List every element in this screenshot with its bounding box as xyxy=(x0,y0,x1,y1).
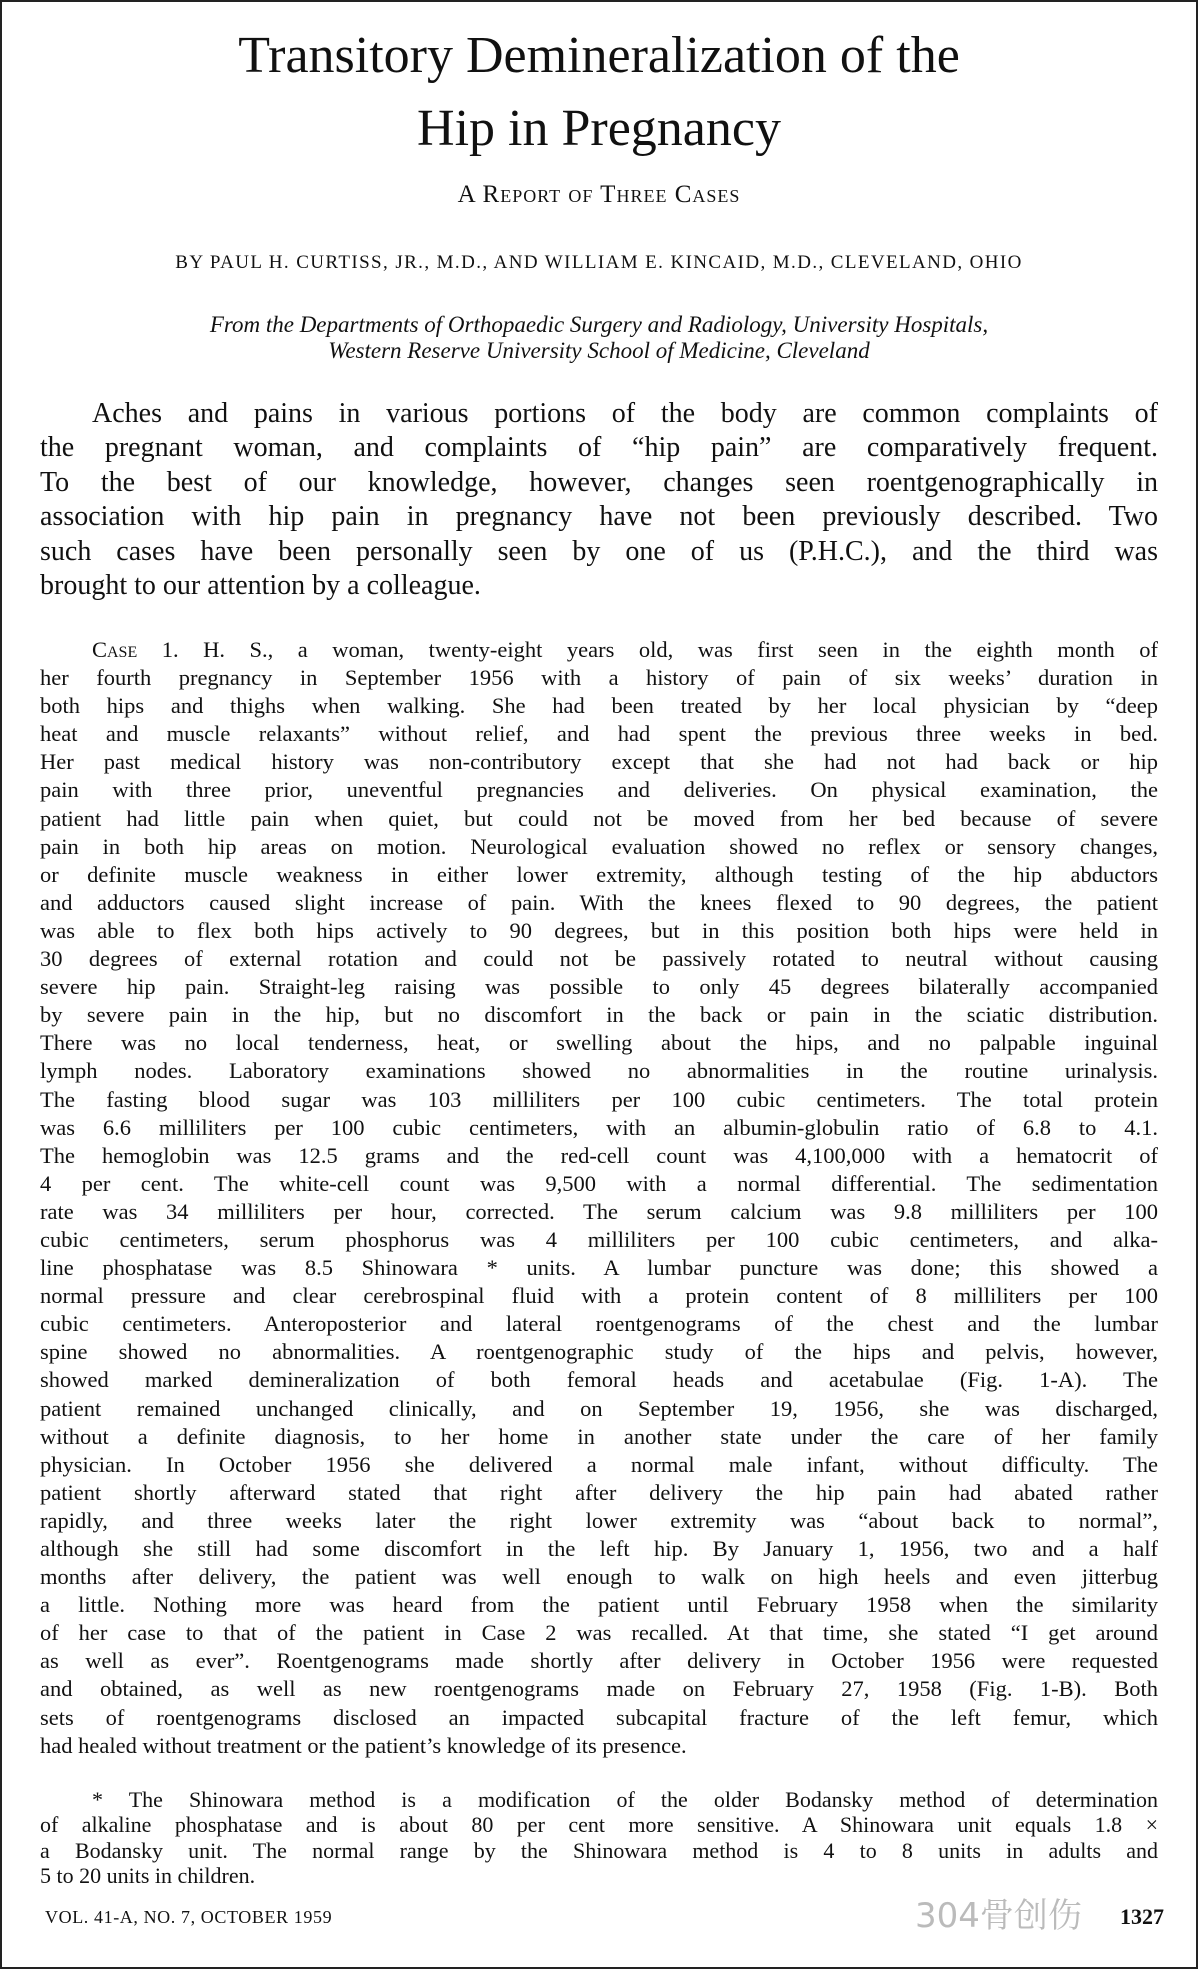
case-line xyxy=(40,917,1158,945)
case-label: Case xyxy=(92,637,138,662)
case-line xyxy=(40,1732,1158,1760)
line-text: showed marked demineralization of both femoral heads and acetabulae (Fig. 1-A). The xyxy=(40,1367,1158,1393)
line-text: and adductors caused slight increase of pain. With the knees flexed to 90 degrees, the patient xyxy=(40,889,1158,915)
case-line xyxy=(40,1704,1158,1732)
line-text: The fasting blood sugar was 103 milliliters per 100 cubic centimeters. The total protein xyxy=(40,1086,1158,1112)
line-text: months after delivery, the patient was well enough to walk on high heels and even jitterbug xyxy=(40,1564,1158,1590)
line-text: To the best of our knowledge, however, changes seen roentgenographically in xyxy=(40,466,1158,498)
line-text: 5 to 20 units in children. xyxy=(40,1862,256,1888)
case-line xyxy=(40,1086,1158,1114)
line-text: rapidly, and three weeks later the right lower extremity was “about back to normal”, xyxy=(40,1507,1158,1533)
line-text: or definite muscle weakness in either lower extremity, although testing of the hip abductors xyxy=(40,861,1158,887)
case-line xyxy=(40,1001,1158,1029)
line-text: Aches and pains in various portions of the body are common complaints of xyxy=(92,398,1158,429)
intro-line xyxy=(40,535,1158,569)
line-text: of alkaline phosphatase and is about 80 per cent more sensitive. A Shinowara unit equals 1.8 × xyxy=(40,1812,1158,1838)
case-line xyxy=(40,1254,1158,1282)
author-line: BY PAUL H. CURTISS, JR., M.D., AND WILLIAM E. KINCAID, M.D., CLEVELAND, OHIO xyxy=(175,252,1023,273)
case-line xyxy=(40,1282,1158,1310)
line-text: spine showed no abnormalities. A roentgenographic study of the hips and pelvis, however, xyxy=(40,1339,1158,1365)
line-text: and obtained, as well as new roentgenograms made on February 27, 1958 (Fig. 1-B). Both xyxy=(40,1676,1158,1702)
intro-paragraph xyxy=(40,397,1158,603)
line-text: without a definite diagnosis, to her home in another state under the care of her family xyxy=(40,1423,1158,1449)
intro-line xyxy=(40,500,1158,534)
line-text: had healed without treatment or the patient’s knowledge of its presence. xyxy=(40,1732,687,1758)
case-line xyxy=(40,1423,1158,1451)
line-text: cubic centimeters, serum phosphorus was 4 milliliters per 100 cubic centimeters, and alka- xyxy=(40,1226,1158,1252)
case-line xyxy=(40,1647,1158,1675)
line-text: * The Shinowara method is a modification of the older Bodansky method of determination xyxy=(92,1787,1158,1812)
intro-line xyxy=(40,431,1158,465)
case-line xyxy=(40,945,1158,973)
journal-citation: VOL. 41-A, NO. 7, OCTOBER 1959 xyxy=(45,1907,333,1927)
footnote-line xyxy=(40,1838,1158,1863)
case-line xyxy=(40,1057,1158,1085)
line-text: a little. Nothing more was heard from the patient until February 1958 when the similarity xyxy=(40,1592,1158,1618)
line-text: association with hip pain in pregnancy have not been previously described. Two xyxy=(40,501,1158,533)
line-text: lymph nodes. Laboratory examinations showed no abnormalities in the routine urinalysis. xyxy=(40,1058,1158,1084)
case-line xyxy=(40,833,1158,861)
line-text: was 6.6 milliliters per 100 cubic centimeters, with an albumin-globulin ratio of 6.8 to 4.1. xyxy=(40,1114,1158,1140)
case-line xyxy=(40,1479,1158,1507)
line-text: physician. In October 1956 she delivered a normal male infant, without difficulty. The xyxy=(40,1451,1158,1477)
article-title-line-1: Transitory Demineralization of the xyxy=(238,27,960,84)
line-text: her fourth pregnancy in September 1956 with a history of pain of six weeks’ duration in xyxy=(40,665,1158,691)
case-1-paragraph xyxy=(40,636,1158,1760)
case-line xyxy=(40,1395,1158,1423)
case-line xyxy=(40,1142,1158,1170)
line-text: There was no local tenderness, heat, or swelling about the hips, and no palpable inguinal xyxy=(40,1030,1158,1056)
line-text: although she still had some discomfort in the left hip. By January 1, 1956, two and a half xyxy=(40,1536,1158,1561)
intro-line xyxy=(40,569,1158,603)
line-text: a Bodansky unit. The normal range by the Shinowara method is 4 to 8 units in adults and xyxy=(40,1837,1158,1863)
line-text: cubic centimeters. Anteroposterior and lateral roentgenograms of the chest and the lumbar xyxy=(40,1311,1158,1337)
line-text: such cases have been personally seen by one of us (P.H.C.), and the third was xyxy=(40,535,1158,567)
line-text: normal pressure and clear cerebrospinal fluid with a protein content of 8 milliliters per 100 xyxy=(40,1283,1158,1309)
footnote-line xyxy=(40,1787,1158,1812)
case-line xyxy=(40,1338,1158,1366)
line-text: rate was 34 milliliters per hour, corrected. The serum calcium was 9.8 milliliters per 100 xyxy=(40,1198,1158,1224)
intro-line xyxy=(40,397,1158,431)
case-line xyxy=(40,636,1158,664)
line-text: 30 degrees of external rotation and could not be passively rotated to neutral without causing xyxy=(40,946,1158,972)
case-line xyxy=(40,889,1158,917)
line-text: pain in both hip areas on motion. Neurological evaluation showed no reflex or sensory changes, xyxy=(40,833,1158,859)
case-line xyxy=(40,1366,1158,1394)
line-text: line phosphatase was 8.5 Shinowara * units. A lumbar puncture was done; this showed a xyxy=(40,1255,1158,1281)
case-line xyxy=(40,776,1158,804)
watermark-logo: 304骨创伤 xyxy=(915,1896,1082,1936)
case-line xyxy=(40,720,1158,748)
case-line xyxy=(40,973,1158,1001)
line-text: both hips and thighs when walking. She had been treated by her local physician by “deep xyxy=(40,693,1158,719)
footnote xyxy=(40,1787,1158,1888)
line-text: severe hip pain. Straight-leg raising was possible to only 45 degrees bilaterally accompanied xyxy=(40,974,1158,1000)
line-text: of her case to that of the patient in Case 2 was recalled. At that time, she stated “I get around xyxy=(40,1620,1158,1646)
case-line xyxy=(40,1114,1158,1142)
line-text: 1. H. S., a woman, twenty-eight years old, was first seen in the eighth month of xyxy=(161,637,1158,662)
footnote-line xyxy=(40,1812,1158,1837)
page-number: 1327 xyxy=(1120,1904,1164,1929)
article-subtitle: A Report of Three Cases xyxy=(457,181,741,208)
affiliation-line-1: From the Departments of Orthopaedic Surgery and Radiology, University Hospitals, xyxy=(209,312,989,337)
case-line xyxy=(40,1535,1158,1563)
line-text: sets of roentgenograms disclosed an impacted subcapital fracture of the left femur, which xyxy=(40,1704,1158,1730)
case-line xyxy=(40,1591,1158,1619)
line-text: was able to flex both hips actively to 90 degrees, but in this position both hips were held in xyxy=(40,917,1158,943)
line-text: patient remained unchanged clinically, and on September 19, 1956, she was discharged, xyxy=(40,1395,1158,1421)
line-text: brought to our attention by a colleague. xyxy=(40,570,481,602)
line-text: by severe pain in the hip, but no discomfort in the back or pain in the sciatic distribution. xyxy=(40,1002,1158,1028)
line-text: The hemoglobin was 12.5 grams and the red-cell count was 4,100,000 with a hematocrit of xyxy=(40,1142,1158,1168)
line-text: the pregnant woman, and complaints of “hip pain” are comparatively frequent. xyxy=(40,432,1158,464)
footnote-line xyxy=(40,1863,1158,1888)
case-line xyxy=(40,1198,1158,1226)
line-text: heat and muscle relaxants” without relief, and had spent the previous three weeks in bed. xyxy=(40,721,1158,747)
line-text: patient had little pain when quiet, but could not be moved from her bed because of severe xyxy=(40,805,1158,831)
line-text: Her past medical history was non-contributory except that she had not had back or hip xyxy=(40,749,1158,775)
case-line xyxy=(40,692,1158,720)
case-line xyxy=(40,1029,1158,1057)
case-line xyxy=(40,861,1158,889)
case-line xyxy=(40,1170,1158,1198)
case-line xyxy=(40,664,1158,692)
case-line xyxy=(40,1563,1158,1591)
line-text: as well as ever”. Roentgenograms made shortly after delivery in October 1956 were requested xyxy=(40,1648,1158,1674)
case-line xyxy=(40,1226,1158,1254)
case-line xyxy=(40,805,1158,833)
case-line xyxy=(40,1507,1158,1535)
line-text: patient shortly afterward stated that right after delivery the hip pain had abated rather xyxy=(40,1479,1158,1505)
intro-line xyxy=(40,466,1158,500)
case-line xyxy=(40,1451,1158,1479)
line-text: 4 per cent. The white-cell count was 9,500 with a normal differential. The sedimentation xyxy=(40,1170,1158,1196)
case-line xyxy=(40,1619,1158,1647)
line-text: pain with three prior, uneventful pregnancies and deliveries. On physical examination, the xyxy=(40,777,1158,803)
case-line xyxy=(40,748,1158,776)
article-title-line-2: Hip in Pregnancy xyxy=(417,100,781,157)
case-line xyxy=(40,1675,1158,1703)
case-line xyxy=(40,1310,1158,1338)
affiliation-line-2: Western Reserve University School of Medicine, Cleveland xyxy=(328,338,870,363)
